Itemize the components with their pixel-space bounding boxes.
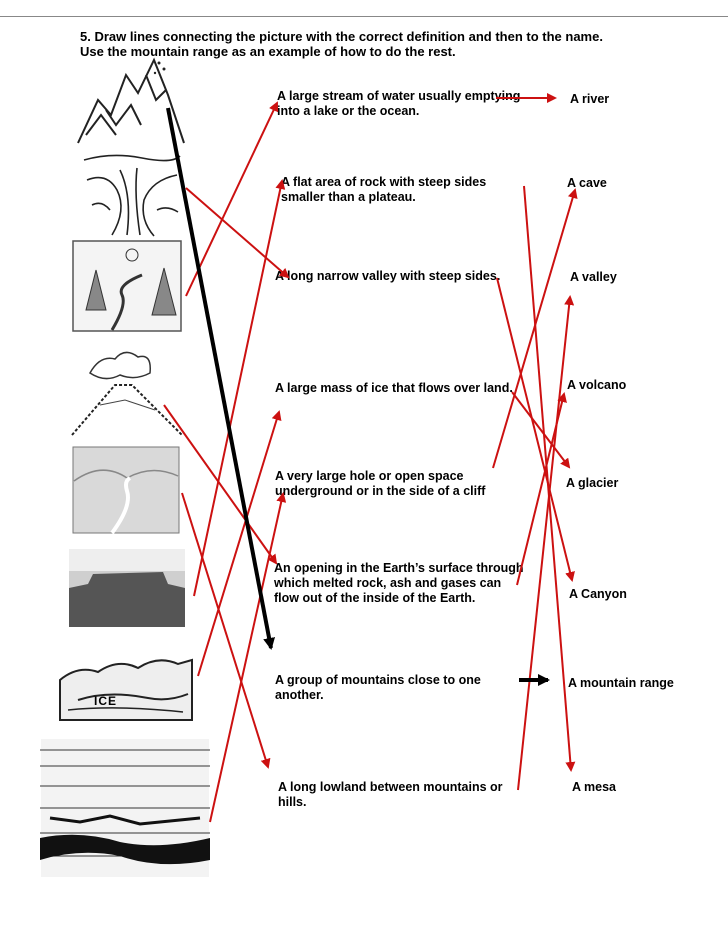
line-valley-pic-to-def (182, 493, 268, 767)
line-glacier-def-to-name (512, 392, 569, 467)
line-canyon-def-to-name (497, 278, 572, 580)
name-mesa: A mesa (572, 780, 617, 794)
definition-mountain-range: A group of mountains close to one another. (275, 673, 481, 702)
top-rule (0, 16, 728, 17)
line-cave-pic-to-def (210, 494, 283, 822)
name-glacier: A glacier (566, 476, 619, 490)
name-river: A river (570, 92, 610, 106)
name-mountain-range: A mountain range (568, 676, 674, 690)
line-mesa-def-to-name (524, 186, 571, 770)
instructions-line-1: 5. Draw lines connecting the picture with the correct definition and then to the name. (80, 29, 603, 44)
line-canyon-pic-to-def (186, 188, 288, 277)
cave-icon (40, 738, 210, 878)
definition-canyon: A long narrow valley with steep sides. (275, 269, 501, 283)
canyon-icon (82, 150, 182, 238)
line-valley-def-to-name (518, 297, 570, 790)
definition-valley: A long lowland between mountains or hills. (278, 780, 503, 809)
definition-volcano: An opening in the Earth’s surface through which melted rock, ash and gases can flow out of the inside of the Earth. (274, 561, 524, 605)
line-cave-def-to-name (493, 190, 575, 468)
glacier-icon (58, 650, 194, 722)
mesa-icon (68, 548, 186, 628)
line-mesa-pic-to-def (194, 181, 282, 596)
glacier-ice-label: ICE (94, 694, 118, 708)
mountain-range-icon (76, 55, 186, 145)
name-valley: A valley (570, 270, 617, 284)
definition-cave: A very large hole or open space underground or in the side of a cliff (275, 469, 486, 498)
valley-icon (72, 446, 180, 534)
name-canyon: A Canyon (569, 587, 627, 601)
definition-mesa: A flat area of rock with steep sides smaller than a plateau. (281, 175, 487, 204)
definition-river: A large stream of water usually emptying into a lake or the ocean. (277, 89, 521, 118)
name-volcano: A volcano (567, 378, 627, 392)
line-river-pic-to-def (186, 103, 277, 296)
instructions-line-2: Use the mountain range as an example of how to do the rest. (80, 44, 456, 59)
river-icon (72, 240, 182, 332)
definition-glacier: A large mass of ice that flows over land. (275, 381, 513, 395)
name-cave: A cave (567, 176, 607, 190)
line-glacier-pic-to-def (198, 412, 279, 676)
volcano-icon (70, 345, 185, 437)
